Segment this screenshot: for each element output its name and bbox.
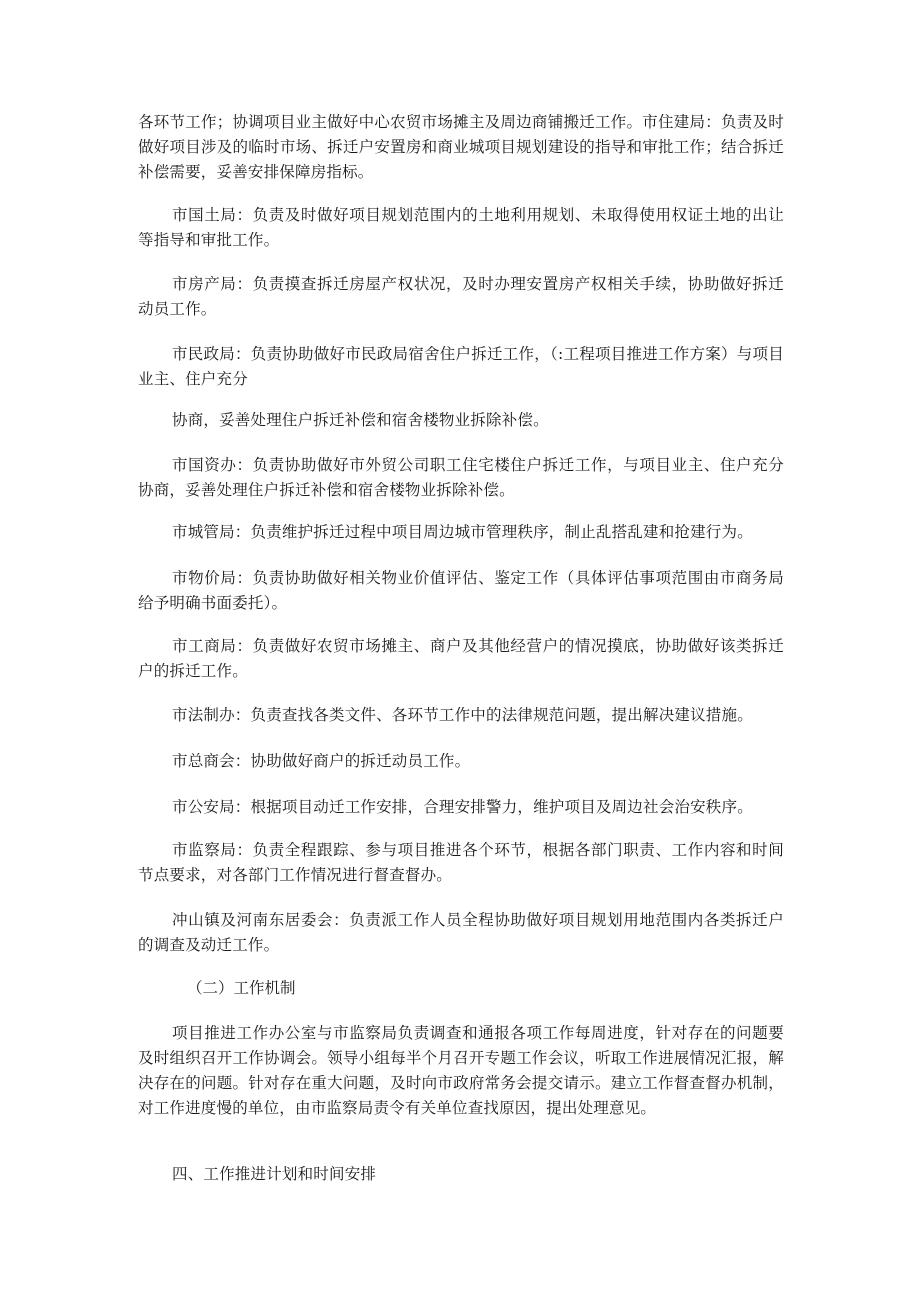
paragraph-land-bureau: 市国土局：负责及时做好项目规划范围内的土地利用规划、未取得使用权证土地的出让等指导和审批工作。 (138, 206, 784, 249)
section-heading-schedule: 四、工作推进计划和时间安排 (172, 1165, 377, 1183)
paragraph-legal-office: 市法制办：负责查找各类文件、各环节工作中的法律规范问题，提出解决建议措施。 (172, 706, 753, 724)
paragraph-work-mechanism: 项目推进工作办公室与市监察局负责调查和通报各项工作每周进度，针对存在的问题要及时组织召开工作协调会。领导小组每半个月召开专题工作会议，听取工作进展情况汇报，解决存在的问题。针对存在重大问题，及时向市政府常务会提交请示。建立工作督查督办机制，对工作进度慢的单位，由市监察局责令有关单位查找原因，提出处理意见。 (138, 1024, 784, 1117)
paragraph-chongshan-town: 冲山镇及河南东居委会：负责派工作人员全程协助做好项目规划用地范围内各类拆迁户的调查及动迁工作。 (138, 911, 784, 954)
paragraph-public-security-bureau: 市公安局：根据项目动迁工作安排，合理安排警力，维护项目及周边社会治安秩序。 (172, 798, 753, 816)
section-heading-work-mechanism: （二）工作机制 (187, 979, 296, 997)
paragraph-chamber-of-commerce: 市总商会：协助做好商户的拆迁动员工作。 (172, 752, 471, 770)
paragraph-price-bureau: 市物价局：负责协助做好相关物业价值评估、鉴定工作（具体评估事项范围由市商务局给予明确书面委托）。 (138, 569, 784, 612)
paragraph-industry-commerce-bureau: 市工商局：负责做好农贸市场摊主、商户及其他经营户的情况摸底，协助做好该类拆迁户的拆迁工作。 (138, 637, 784, 680)
paragraph-civil-affairs-continued: 协商，妥善处理住户拆迁补偿和宿舍楼物业拆除补偿。 (172, 411, 549, 429)
paragraph-civil-affairs-bureau: 市民政局：负责协助做好市民政局宿舍住户拆迁工作，（:工程项目推进工作方案）与项目业主、住户充分 (138, 345, 784, 388)
paragraph-housing-bureau: 市房产局：负责摸查拆迁房屋产权状况，及时办理安置房产权相关手续，协助做好拆迁动员工作。 (138, 275, 784, 318)
paragraph-continuation: 各环节工作；协调项目业主做好中心农贸市场摊主及周边商铺搬迁工作。市住建局：负责及时做好项目涉及的临时市场、拆迁户安置房和商业城项目规划建设的指导和审批工作；结合拆迁补偿需要，妥善安排保障房指标。 (138, 113, 784, 181)
paragraph-state-assets-office: 市国资办：负责协助做好市外贸公司职工住宅楼住户拆迁工作，与项目业主、住户充分协商，妥善处理住户拆迁补偿和宿舍楼物业拆除补偿。 (138, 456, 784, 499)
paragraph-supervision-bureau: 市监察局：负责全程跟踪、参与项目推进各个环节，根据各部门职责、工作内容和时间节点要求，对各部门工作情况进行督查督办。 (138, 841, 784, 884)
paragraph-city-management-bureau: 市城管局：负责维护拆迁过程中项目周边城市管理秩序，制止乱搭乱建和抢建行为。 (172, 523, 753, 541)
